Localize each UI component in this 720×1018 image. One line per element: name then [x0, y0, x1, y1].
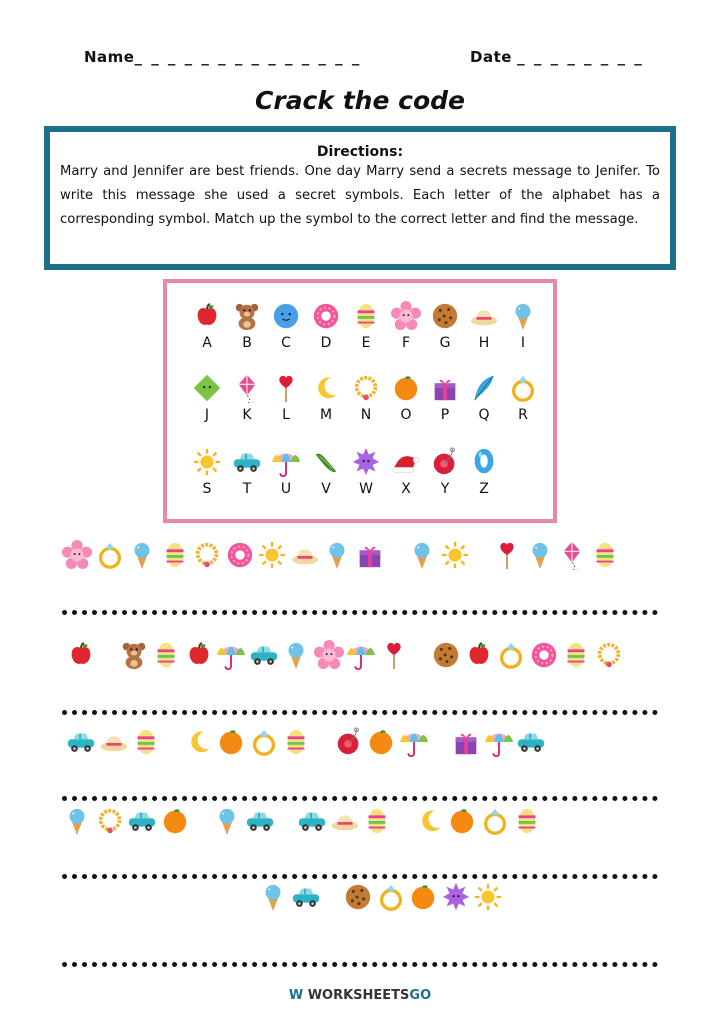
directions-text: Marry and Jennifer are best friends. One day Marry send a secrets message to Jenifer. To write this message she used a secret symbols. Each letter of the alphabet has a corresponding symbol. Match up the symbol to the correct letter and find the message. [60, 164, 660, 227]
sun-hat-icon [466, 301, 502, 331]
ice-cream-icon [505, 301, 541, 331]
key-letter: H [478, 335, 490, 351]
ice-cream-icon [281, 640, 311, 674]
lollipop-icon [379, 640, 409, 674]
key-cell-m [308, 373, 344, 423]
toy-car-icon [516, 727, 546, 761]
toy-car-icon [249, 640, 279, 674]
logo-text-b: GO [409, 988, 432, 1003]
cucumber-icon [308, 447, 344, 477]
key-cell-f [388, 301, 424, 351]
key-letter: Y [440, 481, 450, 497]
purple-star-icon [348, 447, 384, 477]
key-letter: Q [478, 407, 490, 423]
green-diamond-icon [189, 373, 225, 403]
toy-car-icon [66, 727, 96, 761]
key-letter: T [242, 481, 252, 497]
sun-hat-icon [330, 806, 360, 840]
easter-egg-icon [131, 727, 161, 761]
date-label: Date [470, 48, 512, 66]
apple-icon [464, 640, 494, 674]
necklace-icon [95, 806, 125, 840]
key-letter: R [518, 407, 528, 423]
key-cell-a [189, 301, 225, 351]
ice-cream-icon [127, 540, 157, 574]
key-letter: J [204, 407, 210, 423]
kite-icon [229, 373, 265, 403]
ring-icon [249, 727, 279, 761]
cookie-icon [431, 640, 461, 674]
moon-icon [308, 373, 344, 403]
key-letter: I [520, 335, 526, 351]
moon-icon [415, 806, 445, 840]
toy-car-icon [245, 806, 275, 840]
directions-box [44, 126, 676, 270]
name-label: Name [84, 48, 135, 66]
key-letter: D [320, 335, 332, 351]
teddy-bear-icon [119, 640, 149, 674]
blue-ball-icon [268, 301, 304, 331]
ice-cream-icon [62, 806, 92, 840]
umbrella-icon [399, 727, 429, 761]
necklace-icon [594, 640, 624, 674]
yoyo-icon [334, 727, 364, 761]
easter-egg-icon [160, 540, 190, 574]
key-letter: P [440, 407, 450, 423]
key-cell-l [268, 373, 304, 423]
key-letter: F [401, 335, 411, 351]
ice-cream-icon [322, 540, 352, 574]
sun-hat-icon [290, 540, 320, 574]
sun-icon [189, 447, 225, 477]
orange-icon [447, 806, 477, 840]
key-letter: L [282, 407, 290, 423]
key-letter: G [439, 335, 451, 351]
key-letter: W [359, 481, 373, 497]
page-title: Crack the code [255, 86, 465, 115]
pink-flower-icon [388, 301, 424, 331]
footer-logo [0, 988, 720, 1003]
key-cell-h [466, 301, 502, 351]
key-cell-d [308, 301, 344, 351]
sun-hat-icon [99, 727, 129, 761]
ice-cream-icon [258, 882, 288, 916]
ring-icon [480, 806, 510, 840]
key-letter: E [361, 335, 371, 351]
present-icon [427, 373, 463, 403]
key-letter: N [360, 407, 372, 423]
key-cell-s [189, 447, 225, 497]
present-icon [451, 727, 481, 761]
apple-icon [66, 640, 96, 674]
key-letter: S [202, 481, 212, 497]
symbol-key [163, 279, 557, 523]
easter-egg-icon [512, 806, 542, 840]
answer-line[interactable] [62, 962, 658, 967]
yoyo-icon [427, 447, 463, 477]
key-letter: K [242, 407, 252, 423]
moon-icon [184, 727, 214, 761]
easter-egg-icon [590, 540, 620, 574]
key-letter: U [280, 481, 292, 497]
ring-icon [496, 640, 526, 674]
key-cell-o [388, 373, 424, 423]
key-letter: Z [479, 481, 489, 497]
key-cell-x [388, 447, 424, 497]
key-cell-n [348, 373, 384, 423]
key-letter: X [401, 481, 411, 497]
apple-icon [184, 640, 214, 674]
key-cell-c [268, 301, 304, 351]
easter-egg-icon [561, 640, 591, 674]
ice-cream-icon [212, 806, 242, 840]
key-letter: C [281, 335, 291, 351]
name-line: _ _ _ _ _ _ _ _ _ _ _ _ _ _ [134, 48, 362, 66]
sun-icon [440, 540, 470, 574]
easter-egg-icon [362, 806, 392, 840]
ice-cream-icon [525, 540, 555, 574]
key-cell-u [268, 447, 304, 497]
purple-star-icon [441, 882, 471, 916]
santa-hat-icon [388, 447, 424, 477]
ice-cream-icon [407, 540, 437, 574]
cookie-icon [343, 882, 373, 916]
ring-icon [505, 373, 541, 403]
toy-car-icon [291, 882, 321, 916]
key-cell-w [348, 447, 384, 497]
answer-line[interactable] [62, 874, 658, 879]
apple-icon [189, 301, 225, 331]
ring-icon [376, 882, 406, 916]
necklace-icon [192, 540, 222, 574]
date-field[interactable] [470, 48, 644, 66]
orange-icon [388, 373, 424, 403]
toy-car-icon [127, 806, 157, 840]
name-field[interactable] [84, 48, 361, 66]
key-cell-y [427, 447, 463, 497]
lollipop-icon [492, 540, 522, 574]
orange-icon [408, 882, 438, 916]
key-cell-b [229, 301, 265, 351]
key-cell-p [427, 373, 463, 423]
toy-car-icon [297, 806, 327, 840]
umbrella-icon [216, 640, 246, 674]
feather-icon [466, 373, 502, 403]
directions-heading: Directions: [316, 144, 404, 160]
toy-car-icon [229, 447, 265, 477]
zero-balloon-icon [466, 447, 502, 477]
key-cell-r [505, 373, 541, 423]
lollipop-icon [268, 373, 304, 403]
orange-icon [216, 727, 246, 761]
necklace-icon [348, 373, 384, 403]
answer-line[interactable] [62, 610, 658, 615]
kite-icon [557, 540, 587, 574]
cookie-icon [427, 301, 463, 331]
donut-icon [225, 540, 255, 574]
teddy-bear-icon [229, 301, 265, 331]
easter-egg-icon [348, 301, 384, 331]
umbrella-icon [346, 640, 376, 674]
key-cell-z [466, 447, 502, 497]
ring-icon [95, 540, 125, 574]
present-icon [355, 540, 385, 574]
umbrella-icon [484, 727, 514, 761]
answer-line[interactable] [62, 796, 658, 801]
key-cell-t [229, 447, 265, 497]
key-cell-i [505, 301, 541, 351]
donut-icon [308, 301, 344, 331]
pink-flower-icon [62, 540, 92, 574]
key-cell-j [189, 373, 225, 423]
key-letter: V [321, 481, 331, 497]
easter-egg-icon [281, 727, 311, 761]
key-cell-k [229, 373, 265, 423]
key-cell-e [348, 301, 384, 351]
pink-flower-icon [314, 640, 344, 674]
orange-icon [160, 806, 190, 840]
umbrella-icon [268, 447, 304, 477]
sun-icon [473, 882, 503, 916]
key-letter: A [202, 335, 212, 351]
donut-icon [529, 640, 559, 674]
key-letter: B [242, 335, 252, 351]
key-letter: M [319, 407, 333, 423]
sun-icon [257, 540, 287, 574]
key-cell-v [308, 447, 344, 497]
answer-line[interactable] [62, 710, 658, 715]
date-line: _ _ _ _ _ _ _ _ [517, 48, 644, 66]
logo-mark: W [288, 988, 304, 1003]
logo-text-a: WORKSHEETS [307, 988, 410, 1003]
key-cell-q [466, 373, 502, 423]
key-cell-g [427, 301, 463, 351]
orange-icon [366, 727, 396, 761]
key-letter: O [400, 407, 412, 423]
easter-egg-icon [151, 640, 181, 674]
